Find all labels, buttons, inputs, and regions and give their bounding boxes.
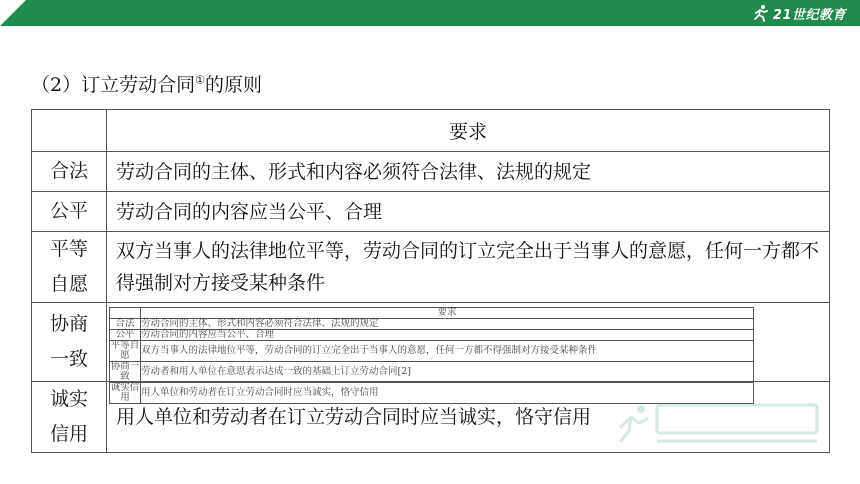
- logo-text: 21世纪教育: [772, 7, 846, 23]
- inset-empty-cell: [110, 308, 141, 319]
- inset-requirement: 用人单位和劳动者在订立劳动合同时应当诚实，恪守信用: [141, 383, 754, 404]
- principle-name: 公平: [32, 192, 107, 232]
- inset-requirement: 劳动合同的主体、形式和内容必须符合法律、法规的规定: [141, 319, 754, 330]
- inset-column-header: 要求: [141, 308, 754, 319]
- principle-name: [32, 382, 107, 453]
- principles-table: [31, 109, 830, 453]
- heading-prefix: （2）订立劳动合同: [31, 74, 196, 96]
- table-header-row: [32, 110, 830, 152]
- inset-requirement: 劳动合同的内容应当公平、合理: [141, 330, 754, 341]
- footnote-marker: ①: [195, 73, 205, 87]
- principle-name: [32, 303, 107, 382]
- inset-row: [110, 341, 754, 362]
- inset-row: [110, 383, 754, 404]
- principle-name-line: 诚实: [49, 388, 88, 410]
- top-bar-notch: [0, 0, 26, 26]
- inset-table: [109, 307, 754, 404]
- heading-suffix: 的原则: [204, 74, 262, 96]
- column-header: 要求: [107, 110, 830, 152]
- brand-logo: [752, 2, 846, 24]
- principle-name-line: 协商: [49, 313, 88, 335]
- inset-row: [110, 362, 754, 383]
- inset-name: 合法: [110, 319, 141, 330]
- runner-icon: [752, 4, 770, 22]
- table-row: [32, 303, 830, 382]
- principle-name-line: 信用: [49, 423, 88, 445]
- inset-requirement: 劳动者和用人单位在意思表示达成一致的基础上订立劳动合同[2]: [141, 362, 754, 383]
- principle-requirement: 用人单位和劳动者在订立劳动合同时应当诚实，恪守信用: [107, 382, 830, 453]
- principle-name-line: 自愿: [49, 273, 88, 295]
- inset-row: [110, 330, 754, 341]
- table-row: [32, 232, 830, 303]
- principle-name: [32, 232, 107, 303]
- principle-requirement: 劳动合同的内容应当公平、合理: [107, 192, 830, 232]
- inset-header-row: [110, 308, 754, 319]
- inset-name: 公平: [110, 330, 141, 341]
- inset-name: 协商一致: [110, 361, 140, 382]
- principle-name-line: 一致: [49, 348, 88, 370]
- principle-requirement: 双方当事人的法律地位平等，劳动合同的订立完全出于当事人的意愿，任何一方都不得强制对方接受某种条件: [107, 232, 830, 303]
- inset-row: [110, 319, 754, 330]
- table-row: [32, 192, 830, 232]
- top-bar: [0, 0, 860, 26]
- inset-name: 诚实信用: [110, 382, 140, 403]
- principle-requirement: 劳动合同的主体、形式和内容必须符合法律、法规的规定: [107, 152, 830, 192]
- principle-requirement-image: [107, 303, 830, 403]
- inset-requirement: 双方当事人的法律地位平等，劳动合同的订立完全出于当事人的意愿，任何一方都不得强制对方接受某种条件: [141, 341, 754, 362]
- header-empty-cell: [32, 110, 107, 152]
- section-heading: [31, 70, 262, 97]
- principle-name: 合法: [32, 152, 107, 192]
- principle-name-line: 平等: [49, 238, 88, 260]
- table-row: [32, 152, 830, 192]
- embedded-table-image: [109, 307, 754, 403]
- inset-name: 平等自愿: [110, 340, 140, 361]
